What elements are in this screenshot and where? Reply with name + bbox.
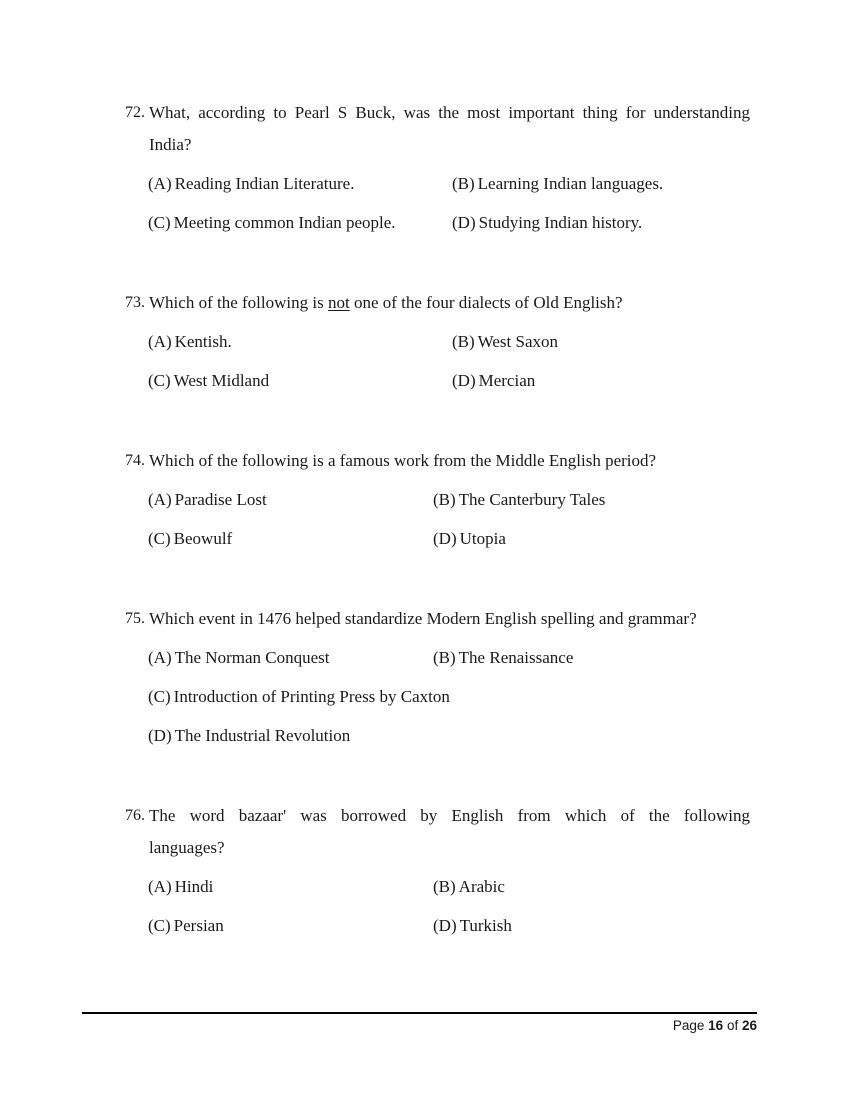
option-letter: (A) xyxy=(148,332,172,351)
option-letter: (B) xyxy=(433,648,456,667)
question-header xyxy=(125,97,750,161)
text-segment: Which of the following is a famous work from the Middle English period? xyxy=(149,451,657,470)
option-letter: (C) xyxy=(148,213,171,232)
options-grid xyxy=(148,484,750,555)
question-text xyxy=(149,603,750,635)
current-page-number: 16 xyxy=(708,1018,724,1033)
option-text: Mercian xyxy=(478,371,536,390)
option-letter: (D) xyxy=(433,529,457,548)
option-item xyxy=(433,871,750,903)
option-text: Studying Indian history. xyxy=(478,213,643,232)
option-letter: (C) xyxy=(148,916,171,935)
option-text: The Renaissance xyxy=(458,648,574,667)
question-text-line xyxy=(149,445,750,477)
text-segment: one of the four dialects of Old English? xyxy=(349,293,623,312)
option-letter: (B) xyxy=(452,332,475,351)
option-text: Beowulf xyxy=(173,529,233,548)
question-number: 75. xyxy=(125,610,145,627)
question-block xyxy=(125,800,750,942)
option-text: Learning Indian languages. xyxy=(477,174,664,193)
option-letter: (A) xyxy=(148,174,172,193)
option-text: Introduction of Printing Press by Caxton xyxy=(173,687,450,706)
option-item xyxy=(452,326,750,358)
option-letter: (A) xyxy=(148,877,172,896)
option-text: Utopia xyxy=(459,529,506,548)
option-text: Hindi xyxy=(174,877,214,896)
option-letter: (C) xyxy=(148,687,171,706)
option-text: The Norman Conquest xyxy=(174,648,330,667)
text-segment: India? xyxy=(149,135,192,154)
option-item xyxy=(433,642,750,674)
text-segment: Which of the following is xyxy=(149,293,328,312)
text-segment: The word bazaar' was borrowed by English from which of the following xyxy=(149,806,750,825)
question-text-line xyxy=(149,603,750,635)
question-number: 72. xyxy=(125,104,145,121)
text-segment: languages? xyxy=(149,838,225,857)
option-item xyxy=(148,168,452,200)
question-list xyxy=(125,97,750,990)
option-item xyxy=(148,326,452,358)
footer-divider xyxy=(82,1012,757,1014)
option-item xyxy=(452,365,750,397)
question-text-line xyxy=(149,287,750,319)
underlined-text: not xyxy=(327,293,350,312)
page-label: Page xyxy=(672,1018,705,1033)
question-header xyxy=(125,603,750,635)
question-header xyxy=(125,287,750,319)
option-letter: (D) xyxy=(433,916,457,935)
question-text-line xyxy=(149,800,750,832)
text-segment: What, according to Pearl S Buck, was the most important thing for understanding xyxy=(149,103,750,122)
options-grid xyxy=(148,642,750,752)
options-grid xyxy=(148,168,750,239)
option-text: Paradise Lost xyxy=(174,490,267,509)
option-item xyxy=(148,910,433,942)
page-indicator xyxy=(673,1018,757,1034)
option-letter: (D) xyxy=(452,213,476,232)
option-letter: (C) xyxy=(148,371,171,390)
text-segment: Which event in 1476 helped standardize Modern English spelling and grammar? xyxy=(149,609,697,628)
option-item xyxy=(452,168,750,200)
option-letter: (A) xyxy=(148,490,172,509)
of-label: of xyxy=(726,1018,739,1033)
option-item xyxy=(433,484,750,516)
option-item xyxy=(433,523,750,555)
question-number: 76. xyxy=(125,807,145,824)
question-text-line xyxy=(149,97,750,129)
options-grid xyxy=(148,871,750,942)
question-text xyxy=(149,800,750,864)
option-item xyxy=(148,484,433,516)
question-number: 74. xyxy=(125,452,145,469)
option-text: Meeting common Indian people. xyxy=(173,213,396,232)
option-text: The Canterbury Tales xyxy=(458,490,606,509)
option-letter: (B) xyxy=(452,174,475,193)
question-block xyxy=(125,287,750,397)
option-text: Reading Indian Literature. xyxy=(174,174,355,193)
question-header xyxy=(125,445,750,477)
option-letter: (B) xyxy=(433,490,456,509)
option-letter: (A) xyxy=(148,648,172,667)
option-item xyxy=(148,720,750,752)
option-text: West Saxon xyxy=(477,332,558,351)
option-letter: (D) xyxy=(452,371,476,390)
option-item xyxy=(148,523,433,555)
question-block xyxy=(125,603,750,752)
question-header xyxy=(125,800,750,864)
option-text: The Industrial Revolution xyxy=(174,726,351,745)
question-text xyxy=(149,445,750,477)
total-page-number: 26 xyxy=(741,1018,757,1033)
option-item xyxy=(148,207,452,239)
option-letter: (B) xyxy=(433,877,456,896)
option-text: Kentish. xyxy=(174,332,232,351)
question-number: 73. xyxy=(125,294,145,311)
option-item xyxy=(148,365,452,397)
question-block xyxy=(125,445,750,555)
option-item xyxy=(433,910,750,942)
question-text-line xyxy=(149,832,750,864)
option-text: West Midland xyxy=(173,371,270,390)
option-item xyxy=(452,207,750,239)
option-text: Persian xyxy=(173,916,224,935)
option-letter: (C) xyxy=(148,529,171,548)
option-letter: (D) xyxy=(148,726,172,745)
question-block xyxy=(125,97,750,239)
question-text xyxy=(149,287,750,319)
option-item xyxy=(148,642,433,674)
question-text xyxy=(149,97,750,161)
options-grid xyxy=(148,326,750,397)
option-item xyxy=(148,871,433,903)
question-text-line xyxy=(149,129,750,161)
option-text: Turkish xyxy=(459,916,512,935)
option-item xyxy=(148,681,750,713)
option-text: Arabic xyxy=(458,877,505,896)
